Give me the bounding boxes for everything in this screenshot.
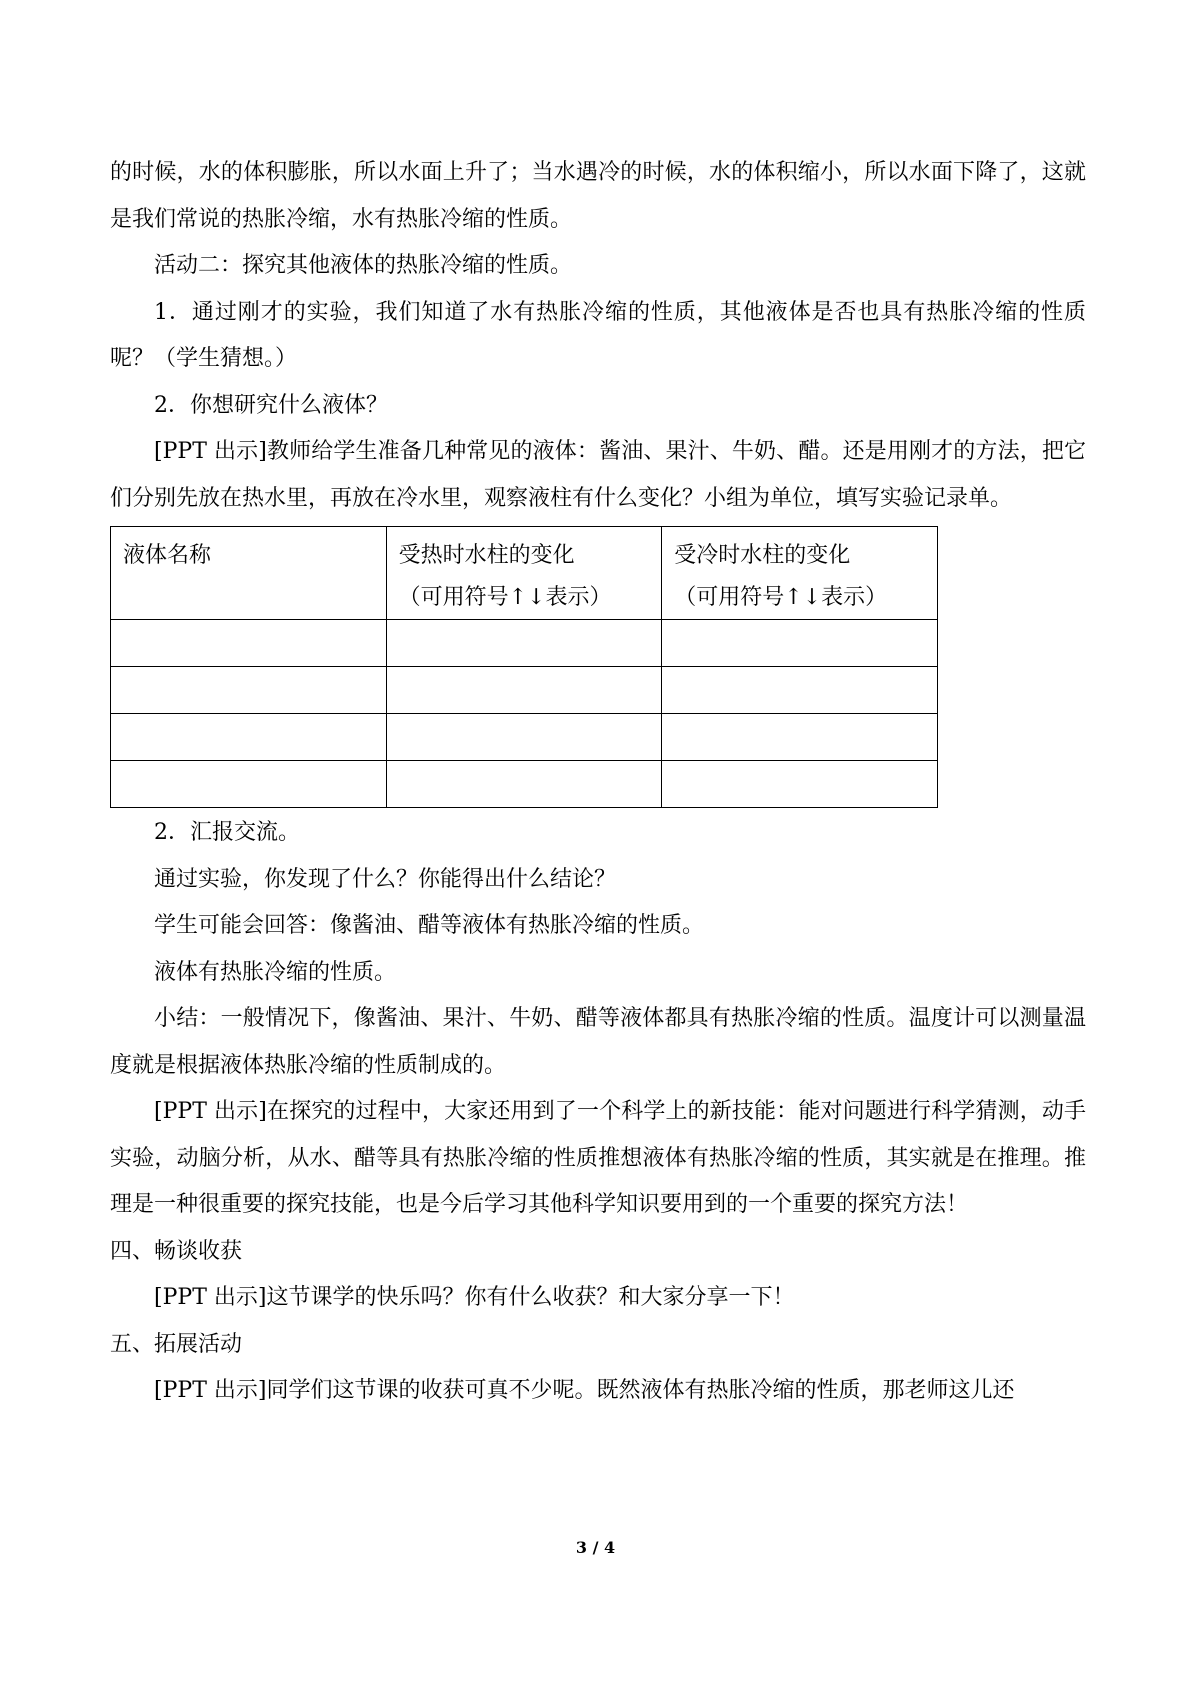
table-row xyxy=(111,714,938,761)
paragraph: 2．汇报交流。 xyxy=(154,820,300,845)
table-row xyxy=(111,667,938,714)
header-label: 受冷时水柱的变化 xyxy=(674,543,851,568)
table-cell xyxy=(662,761,938,808)
table-cell xyxy=(111,761,387,808)
table-row xyxy=(111,620,938,667)
table-cell xyxy=(662,667,938,714)
paragraph: 液体有热胀冷缩的性质。 xyxy=(154,959,397,985)
table-cell xyxy=(662,620,938,667)
paragraph: 1．通过刚才的实验，我们知道了水有热胀冷缩的性质，其他液体是否也具有热胀冷缩的性质呢？（学生猜想。） xyxy=(110,299,1086,371)
document-body xyxy=(110,150,1086,1415)
paragraph: 活动二：探究其他液体的热胀冷缩的性质。 xyxy=(154,253,573,278)
paragraph: 小结：一般情况下，像酱油、果汁、牛奶、醋等液体都具有热胀冷缩的性质。温度计可以测量温度就是根据液体热胀冷缩的性质制成的。 xyxy=(110,1006,1086,1078)
paragraph: 2．你想研究什么液体？ xyxy=(154,392,388,418)
table-cell xyxy=(386,620,662,667)
table-cell xyxy=(111,620,387,667)
section-heading: 四、畅谈收获 xyxy=(110,1238,243,1264)
table-header-cell xyxy=(662,527,938,620)
table-header-row xyxy=(111,527,938,620)
paragraph: [PPT 出示]教师给学生准备几种常见的液体：酱油、果汁、牛奶、醋。还是用刚才的方法，把它们分别先放在热水里，再放在冷水里，观察液柱有什么变化？小组为单位，填写实验记录单。 xyxy=(110,439,1086,511)
table-header-cell xyxy=(111,527,387,620)
experiment-record-table xyxy=(110,526,938,808)
page-number: 3 / 4 xyxy=(575,1538,616,1557)
table-cell xyxy=(111,714,387,761)
paragraph: [PPT 出示]这节课学的快乐吗？你有什么收获？和大家分享一下！ xyxy=(154,1285,795,1310)
paragraph: 学生可能会回答：像酱油、醋等液体有热胀冷缩的性质。 xyxy=(154,913,705,938)
paragraph: 通过实验，你发现了什么？你能得出什么结论？ xyxy=(154,866,617,892)
header-note: （可用符号↑↓表示） xyxy=(674,585,888,610)
paragraph: [PPT 出示]在探究的过程中，大家还用到了一个科学上的新技能：能对问题进行科学猜测，动手实验，动脑分析，从水、醋等具有热胀冷缩的性质推想液体有热胀冷缩的性质，其实就是在推理。推理是一种很重要的探究技能，也是今后学习其他科学知识要用到的一个重要的探究方法！ xyxy=(110,1099,1086,1217)
table-cell xyxy=(386,714,662,761)
table-cell xyxy=(662,714,938,761)
header-note: （可用符号↑↓表示） xyxy=(398,585,612,610)
table-cell xyxy=(386,761,662,808)
paragraph: [PPT 出示]同学们这节课的收获可真不少呢。既然液体有热胀冷缩的性质，那老师这儿还 xyxy=(154,1378,1015,1403)
paragraph: 的时候，水的体积膨胀，所以水面上升了；当水遇冷的时候，水的体积缩小，所以水面下降了，这就是我们常说的热胀冷缩，水有热胀冷缩的性质。 xyxy=(110,160,1086,232)
header-label: 受热时水柱的变化 xyxy=(398,543,575,568)
header-label: 液体名称 xyxy=(123,543,212,568)
table-cell xyxy=(111,667,387,714)
table-cell xyxy=(386,667,662,714)
section-heading: 五、拓展活动 xyxy=(110,1331,243,1357)
table-header-cell xyxy=(386,527,662,620)
table-row xyxy=(111,761,938,808)
